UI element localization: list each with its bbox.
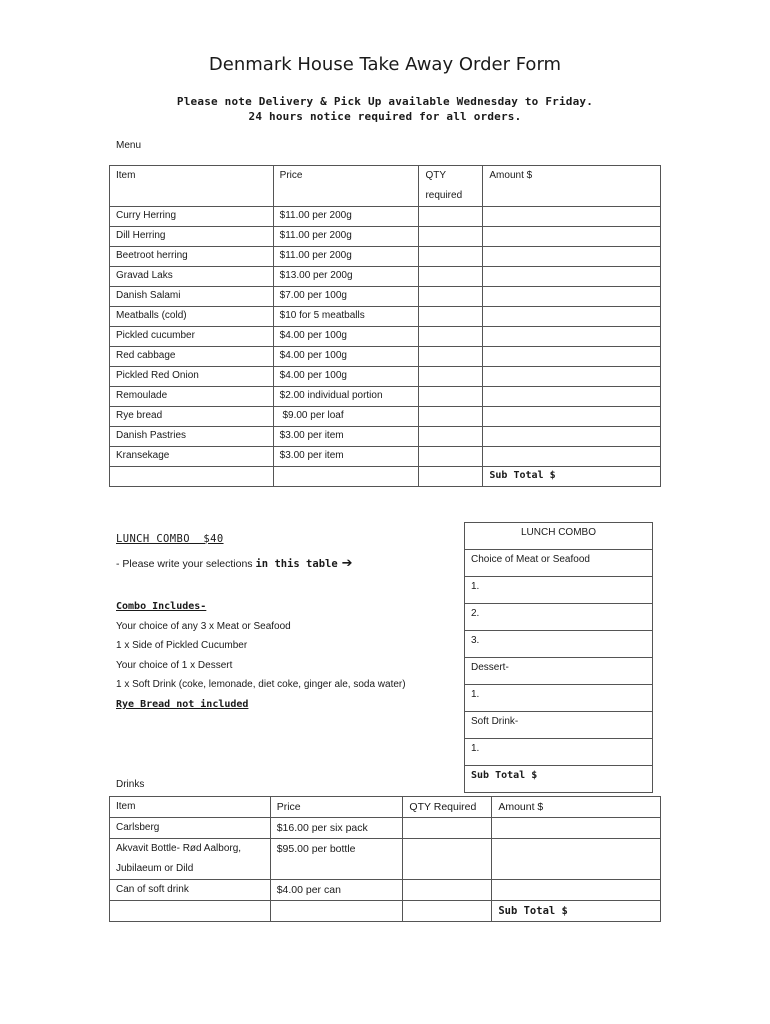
- menu-item-price: $10 for 5 meatballs: [273, 307, 419, 327]
- drink-item-price: $16.00 per six pack: [270, 818, 403, 839]
- menu-qty-cell[interactable]: [419, 267, 483, 287]
- drink-amount-cell[interactable]: [492, 818, 661, 839]
- menu-header-item: Item: [110, 166, 274, 207]
- menu-item-name: Rye bread: [110, 407, 274, 427]
- menu-qty-cell[interactable]: [419, 367, 483, 387]
- table-row: [110, 267, 661, 287]
- combo-subtotal-row: [465, 766, 653, 793]
- menu-amount-cell[interactable]: [483, 207, 661, 227]
- table-row: [110, 367, 661, 387]
- menu-amount-cell[interactable]: [483, 327, 661, 347]
- menu-amount-cell[interactable]: [483, 307, 661, 327]
- menu-qty-cell[interactable]: [419, 347, 483, 367]
- combo-row-label: Dessert-: [465, 658, 653, 685]
- menu-item-name: Danish Salami: [110, 287, 274, 307]
- empty-cell: [273, 467, 419, 487]
- combo-line: Your choice of 1 x Dessert: [116, 660, 233, 671]
- rye-bread-note: Rye Bread not included: [116, 699, 249, 710]
- combo-includes-heading: Combo Includes-: [116, 601, 207, 612]
- menu-item-price: $3.00 per item: [273, 447, 419, 467]
- menu-item-name: Meatballs (cold): [110, 307, 274, 327]
- drinks-subtotal-cell[interactable]: Sub Total $: [492, 901, 661, 922]
- table-row: [110, 287, 661, 307]
- empty-cell: [110, 467, 274, 487]
- table-row: [465, 550, 653, 577]
- table-row: [465, 658, 653, 685]
- combo-selection-cell[interactable]: 1.: [465, 577, 653, 604]
- drink-qty-cell[interactable]: [403, 880, 492, 901]
- combo-heading: LUNCH COMBO $40: [116, 533, 224, 545]
- menu-item-name: Pickled cucumber: [110, 327, 274, 347]
- menu-item-price: $4.00 per 100g: [273, 327, 419, 347]
- menu-item-price: $4.00 per 100g: [273, 367, 419, 387]
- table-row: [465, 604, 653, 631]
- menu-header-price: Price: [273, 166, 419, 207]
- menu-qty-cell[interactable]: [419, 207, 483, 227]
- menu-item-price: $4.00 per 100g: [273, 347, 419, 367]
- drinks-header-row: [110, 797, 661, 818]
- table-row: [110, 247, 661, 267]
- drink-item-price: $95.00 per bottle: [270, 839, 403, 880]
- page-title: Denmark House Take Away Order Form: [208, 54, 562, 75]
- delivery-notice: [0, 94, 770, 124]
- menu-subtotal-row: [110, 467, 661, 487]
- menu-item-name: Pickled Red Onion: [110, 367, 274, 387]
- empty-cell: [110, 901, 271, 922]
- menu-item-price: $11.00 per 200g: [273, 207, 419, 227]
- menu-amount-cell[interactable]: [483, 227, 661, 247]
- combo-selection-cell[interactable]: 3.: [465, 631, 653, 658]
- drink-amount-cell[interactable]: [492, 839, 661, 880]
- empty-cell: [270, 901, 403, 922]
- combo-line: 1 x Soft Drink (coke, lemonade, diet coke, ginger ale, soda water): [116, 679, 406, 690]
- menu-item-price: $11.00 per 200g: [273, 247, 419, 267]
- menu-amount-cell[interactable]: [483, 447, 661, 467]
- table-row: [465, 712, 653, 739]
- menu-qty-cell[interactable]: [419, 427, 483, 447]
- menu-amount-cell[interactable]: [483, 367, 661, 387]
- empty-cell: [403, 901, 492, 922]
- arrow-right-icon: ➔: [341, 555, 353, 570]
- lunch-combo-table: [464, 522, 653, 793]
- menu-amount-cell[interactable]: [483, 387, 661, 407]
- combo-line: 1 x Side of Pickled Cucumber: [116, 640, 248, 651]
- menu-qty-cell[interactable]: [419, 287, 483, 307]
- notice-line-2: 24 hours notice required for all orders.: [248, 110, 522, 123]
- drinks-header-qty: QTY Required: [403, 797, 492, 818]
- menu-header-qty: QTY required: [419, 166, 483, 207]
- menu-amount-cell[interactable]: [483, 267, 661, 287]
- menu-item-name: Remoulade: [110, 387, 274, 407]
- menu-item-price: $3.00 per item: [273, 427, 419, 447]
- menu-amount-cell[interactable]: [483, 427, 661, 447]
- table-row: [110, 307, 661, 327]
- combo-table-header: LUNCH COMBO: [465, 523, 653, 550]
- drink-amount-cell[interactable]: [492, 880, 661, 901]
- table-row: [465, 739, 653, 766]
- drink-qty-cell[interactable]: [403, 839, 492, 880]
- table-row: [110, 327, 661, 347]
- drinks-header-price: Price: [270, 797, 403, 818]
- menu-table: [109, 165, 661, 487]
- drinks-subtotal-row: [110, 901, 661, 922]
- menu-item-name: Danish Pastries: [110, 427, 274, 447]
- menu-label: Menu: [116, 140, 142, 151]
- menu-qty-cell[interactable]: [419, 447, 483, 467]
- table-row: [110, 818, 661, 839]
- menu-amount-cell[interactable]: [483, 347, 661, 367]
- table-row: [110, 880, 661, 901]
- drinks-header-item: Item: [110, 797, 271, 818]
- menu-item-name: Red cabbage: [110, 347, 274, 367]
- drinks-header-amount: Amount $: [492, 797, 661, 818]
- menu-header-row: [110, 166, 661, 207]
- table-row: [110, 207, 661, 227]
- combo-row-label: Choice of Meat or Seafood: [465, 550, 653, 577]
- menu-item-price: $11.00 per 200g: [273, 227, 419, 247]
- menu-amount-cell[interactable]: [483, 407, 661, 427]
- menu-item-name: Beetroot herring: [110, 247, 274, 267]
- menu-item-price: $2.00 individual portion: [273, 387, 419, 407]
- drinks-table: [109, 796, 661, 922]
- combo-header-row: [465, 523, 653, 550]
- drink-item-name: Carlsberg: [110, 818, 271, 839]
- menu-header-amount: Amount $: [483, 166, 661, 207]
- menu-item-price: $13.00 per 200g: [273, 267, 419, 287]
- menu-qty-cell[interactable]: [419, 307, 483, 327]
- empty-cell: [419, 467, 483, 487]
- combo-selection-cell[interactable]: 2.: [465, 604, 653, 631]
- combo-line: Your choice of any 3 x Meat or Seafood: [116, 621, 291, 632]
- table-row: [110, 227, 661, 247]
- combo-subtotal-cell[interactable]: Sub Total $: [465, 766, 653, 793]
- menu-qty-cell[interactable]: [419, 327, 483, 347]
- menu-qty-cell[interactable]: [419, 247, 483, 267]
- menu-item-name: Dill Herring: [110, 227, 274, 247]
- combo-selection-cell[interactable]: 1.: [465, 739, 653, 766]
- menu-item-price: $7.00 per 100g: [273, 287, 419, 307]
- table-row: [110, 447, 661, 467]
- table-row: [465, 577, 653, 604]
- menu-item-name: Curry Herring: [110, 207, 274, 227]
- menu-item-name: Kransekage: [110, 447, 274, 467]
- menu-amount-cell[interactable]: [483, 287, 661, 307]
- drinks-label: Drinks: [116, 779, 145, 790]
- menu-item-price: $9.00 per loaf: [273, 407, 419, 427]
- combo-instruction: - Please write your selections in this table ➔: [116, 555, 353, 570]
- notice-line-1: Please note Delivery & Pick Up available Wednesday to Friday.: [176, 95, 594, 108]
- menu-qty-cell[interactable]: [419, 407, 483, 427]
- menu-subtotal-cell[interactable]: Sub Total $: [483, 467, 661, 487]
- combo-row-label: Soft Drink-: [465, 712, 653, 739]
- drink-qty-cell[interactable]: [403, 818, 492, 839]
- menu-qty-cell[interactable]: [419, 387, 483, 407]
- drink-item-name: Can of soft drink: [110, 880, 271, 901]
- table-row: [110, 387, 661, 407]
- menu-item-name: Gravad Laks: [110, 267, 274, 287]
- table-row: [110, 427, 661, 447]
- combo-selection-cell[interactable]: 1.: [465, 685, 653, 712]
- drink-item-name: Akvavit Bottle- Rød Aalborg, Jubilaeum or Dild: [110, 839, 271, 880]
- table-row: [110, 407, 661, 427]
- menu-amount-cell[interactable]: [483, 247, 661, 267]
- table-row: [465, 631, 653, 658]
- table-row: [110, 839, 661, 880]
- table-row: [465, 685, 653, 712]
- table-row: [110, 347, 661, 367]
- menu-qty-cell[interactable]: [419, 227, 483, 247]
- drink-item-price: $4.00 per can: [270, 880, 403, 901]
